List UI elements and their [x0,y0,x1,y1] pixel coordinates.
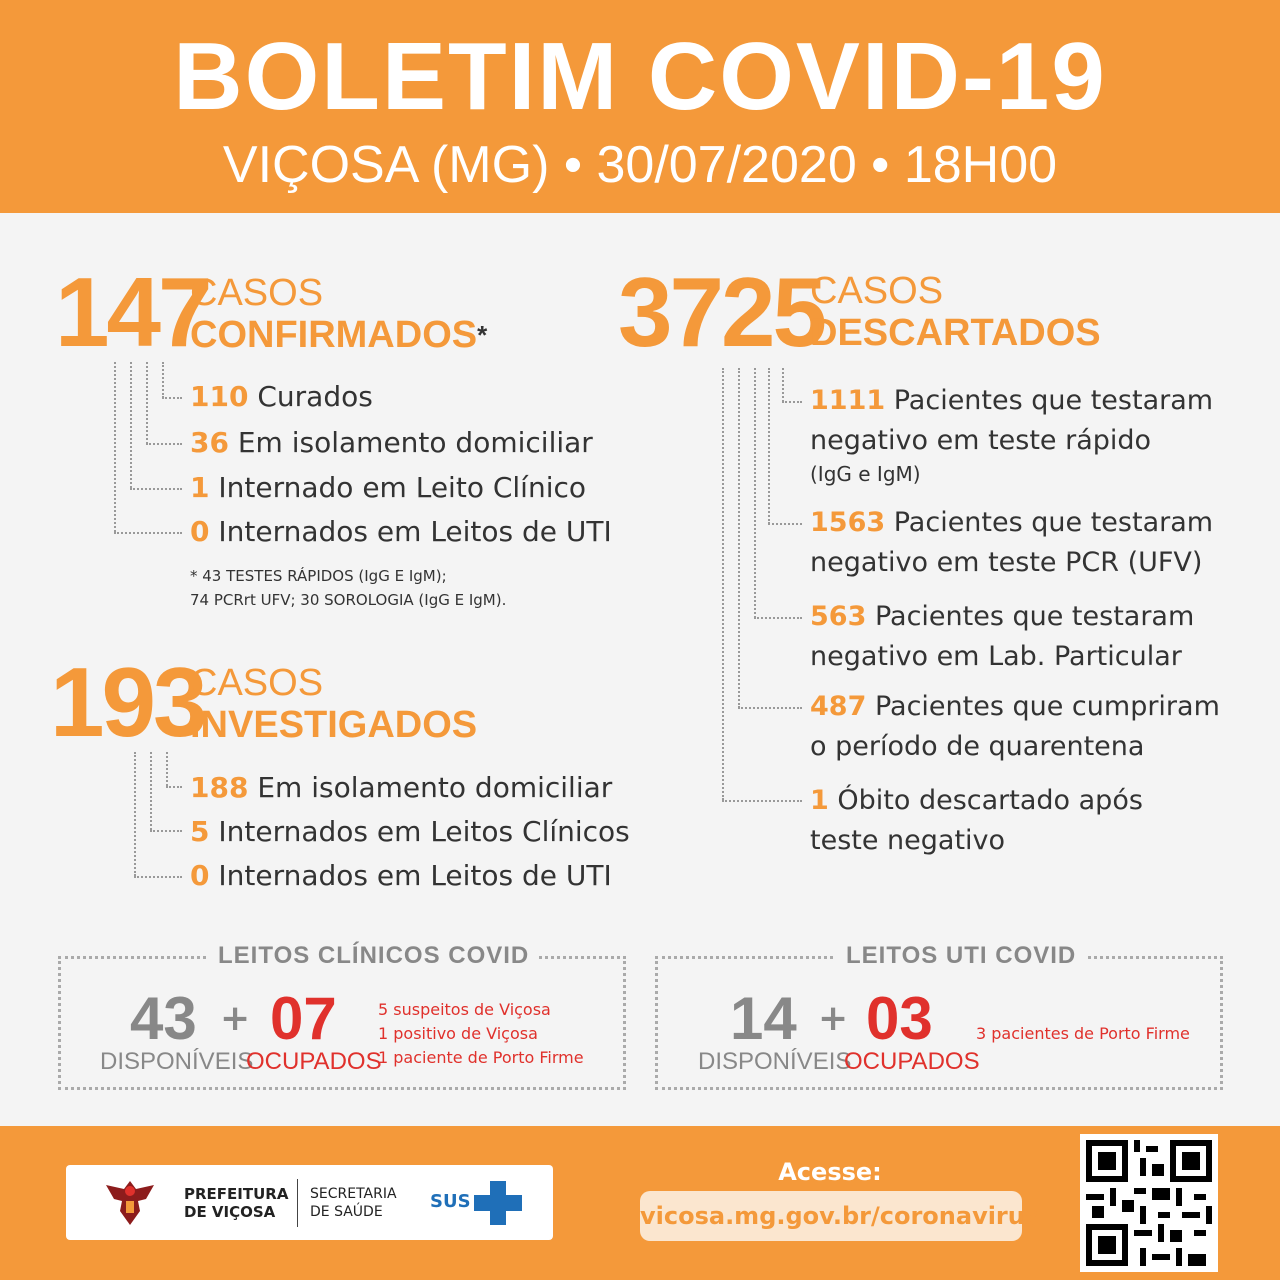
clinicos-ocupados-label: OCUPADOS [246,1048,382,1075]
descartados-caption-1: CASOS [810,270,944,312]
tree-connector [162,397,182,399]
confirmados-number: 147 [55,257,210,367]
tree-connector [134,752,136,876]
asterisk-mark: * [477,320,488,350]
tree-connector [738,707,802,709]
bulletin-subtitle: VIÇOSA (MG) • 30/07/2020 • 18H00 [222,136,1058,194]
acesse-label: Acesse: [778,1158,882,1186]
tree-connector [114,362,116,532]
footnote-line-2: 74 PCRrt UFV; 30 SOROLOGIA (IgG E IgM). [190,591,507,609]
list-item: 110 Curados [190,380,373,413]
clinicos-note: 1 positivo de Viçosa [378,1024,538,1043]
tree-connector [782,368,784,402]
descartados-caption-2: DESCARTADOS [810,312,1101,354]
bulletin-title: BOLETIM COVID-19 [173,23,1107,130]
logo-card [66,1165,553,1240]
tree-connector [722,368,724,800]
sus-logo-text: SUS [430,1191,471,1212]
tree-connector [754,368,756,618]
tree-connector [146,443,182,445]
list-item: 487 Pacientes que cumpriram o período de quarentena [810,691,1220,762]
clinicos-note: 5 suspeitos de Viçosa [378,1000,551,1019]
tree-connector [754,617,802,619]
tree-connector [782,401,802,403]
uti-disponiveis-label: DISPONÍVEIS [698,1048,852,1075]
tree-connector [146,362,148,444]
list-item: 36 Em isolamento domiciliar [190,426,593,459]
list-item-sub: (IgG e IgM) [810,462,921,486]
list-item: 0 Internados em Leitos de UTI [190,859,612,892]
list-item: 563 Pacientes que testaram negativo em Lab. Particular [810,601,1195,672]
secretaria-logo-text: SECRETARIA DE SAÚDE [310,1186,397,1220]
clinicos-disponiveis-label: DISPONÍVEIS [100,1048,254,1075]
tree-connector [130,362,132,488]
plus-sign: + [220,998,251,1039]
clinicos-disponiveis-number: 43 [130,985,197,1052]
confirmados-caption-1: CASOS [190,272,324,314]
tree-connector [150,830,182,832]
uti-note: 3 pacientes de Porto Firme [976,1024,1190,1043]
list-item: 0 Internados em Leitos de UTI [190,515,612,548]
list-item: 188 Em isolamento domiciliar [190,771,613,804]
website-link[interactable]: vicosa.mg.gov.br/coronavirus [640,1191,1022,1241]
prefeitura-logo-text: PREFEITURA DE VIÇOSA [184,1185,289,1221]
investigados-caption-1: CASOS [190,662,324,704]
uti-disponiveis-number: 14 [730,985,797,1052]
plus-sign: + [818,998,849,1039]
investigados-number: 193 [50,647,205,757]
tree-connector [162,362,164,398]
header-banner [0,0,1280,213]
leitos-uti-title: LEITOS UTI COVID [836,942,1086,970]
footnote-line-1: * 43 TESTES RÁPIDOS (IgG E IgM); [190,567,447,585]
clinicos-note: 1 paciente de Porto Firme [378,1048,584,1067]
list-item: 1 Óbito descartado após teste negativo [810,785,1143,856]
tree-connector [768,368,770,524]
tree-connector [166,786,182,788]
list-item: 5 Internados em Leitos Clínicos [190,815,630,848]
tree-connector [114,532,182,534]
qr-code-icon [1080,1134,1218,1272]
coat-of-arms-icon [102,1177,158,1229]
confirmados-caption-2: CONFIRMADOS* [190,314,488,356]
uti-ocupados-label: OCUPADOS [844,1048,980,1075]
tree-connector [768,523,802,525]
tree-connector [130,488,182,490]
tree-connector [738,368,740,708]
uti-ocupados-number: 03 [866,985,933,1052]
list-item: 1563 Pacientes que testaram negativo em teste PCR (UFV) [810,507,1214,578]
list-item: 1111 Pacientes que testaram negativo em teste rápido [810,385,1214,456]
list-item: 1 Internado em Leito Clínico [190,471,587,504]
tree-connector [722,800,802,802]
tree-connector [166,752,168,786]
tree-connector [150,752,152,830]
qr-code[interactable] [1080,1134,1218,1272]
leitos-clinicos-title: LEITOS CLÍNICOS COVID [208,942,539,970]
investigados-caption-2: INVESTIGADOS [190,704,478,746]
logo-divider [297,1179,298,1227]
sus-cross-icon [474,1181,522,1225]
clinicos-ocupados-number: 07 [270,985,337,1052]
tree-connector [134,876,182,878]
descartados-number: 3725 [618,257,825,367]
